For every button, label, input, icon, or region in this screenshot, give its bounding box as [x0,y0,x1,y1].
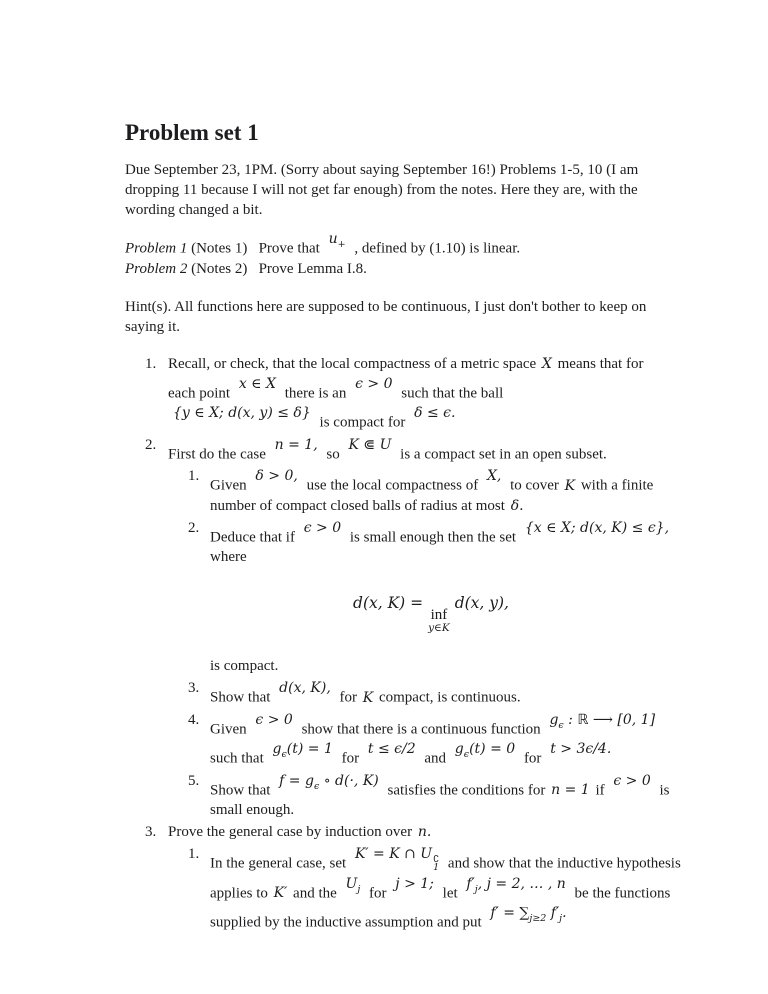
math-epsilon-gt-0: ϵ > 0 [303,519,342,536]
list-item-3-1 [188,844,682,933]
text-run: and [424,750,447,767]
text-run: means that for each point [168,355,644,402]
text-run: there is an [284,385,347,402]
hints-paragraph: Hint(s). All functions here are supposed to be continuous, I just don't bother to keep on saying it. [125,298,647,335]
text-run: compact, is continuous. [378,689,521,706]
text-run: such that the ball [401,385,504,402]
math-x-in-X: x ∈ X [238,375,276,392]
math-j-sub: j [474,883,478,895]
text-run: be the functions supplied by the inductive assumption and put [210,885,671,931]
math-K-prime-base: K′ = K ∩ U [354,846,433,863]
text-run: and the [293,885,337,902]
math-g-eps-eq-0 [455,739,515,765]
problem-2-tail-text: (Notes 2) Prove Lemma I.8. [191,260,367,277]
math-n-eq-1: n = 1 [551,782,590,799]
list-marker: 1. [145,355,157,372]
math-t-le-eps-half: t ≤ ϵ/2 [367,741,416,758]
math-epsilon-gt-0: ϵ > 0 [355,375,393,392]
math-K-prime-def [355,844,439,872]
math-U: U [345,875,358,892]
list-item-content [168,822,681,933]
math-epsilon-gt-0: ϵ > 0 [255,711,293,728]
math-sum-index: j≥2 [529,912,547,924]
list-item-2-1 [188,466,682,516]
math-period: . [562,905,567,922]
math-g-value: (t) = 1 [286,741,333,758]
math-g-sub: ϵ [281,748,287,760]
math-g: g [454,741,464,758]
text-run: for [369,885,387,902]
text-run: for [339,689,358,706]
math-g-sub: ϵ [558,719,564,731]
math-g-eps-eq-1 [273,739,333,765]
math-j-sub: j [357,883,361,895]
math-complement-sup: ∁ [433,854,440,866]
math-delta-le-epsilon: δ ≤ ϵ. [414,405,456,422]
text-run: First do the case [168,446,266,463]
math-g-sub: ϵ [463,748,470,760]
list-marker: 1. [188,846,200,863]
list-item-2-2 [188,518,682,677]
text-run: Show that [210,689,271,706]
inf-label: inf [430,607,448,624]
list-item-2-4 [188,710,682,769]
math-f-prime-j-list [466,874,565,900]
math-j-gt-1: j > 1; [395,875,434,892]
math-g: g [272,741,282,758]
text-run: is compact for [319,414,406,431]
math-u: u [328,231,338,247]
list-item-content [210,678,682,708]
text-run: to cover [510,477,559,494]
math-epsilon-gt-0: ϵ > 0 [613,772,651,789]
math-g-eps-function [549,710,655,736]
list-marker: 4. [188,711,200,728]
math-d-x-K: d(x, K), [279,680,331,697]
intro-paragraph: Due September 23, 1PM. (Sorry about saying September 16!) Problems 1-5, 10 (I am dropping 11 because I will not get far enough) from the notes. Here they are, with the wording changed a bit. [125,162,639,218]
math-j-sub: j [559,912,563,924]
text-run: satisfies the conditions for [387,782,546,799]
problem-1-pre-text: (Notes 1) Prove that [191,240,320,257]
list-item-3 [145,822,681,933]
math-g: g [549,711,559,728]
text-run: Show that [210,782,271,799]
text-run: Given [210,721,247,738]
list-marker: 1. [188,468,200,485]
list-item-content [168,354,652,433]
text-run: is small enough then the set [349,529,517,546]
page-title: Problem set 1 [125,120,259,145]
list-item-content [210,771,682,821]
math-ball-set: {y ∈ X; d(x, y) ≤ δ} [173,405,311,422]
text-run: for [523,750,542,767]
is-compact-text: is compact. [210,658,279,675]
inf-under-script: y∈K [428,622,450,635]
math-X-comma: X, [486,468,502,485]
list-item-content [210,710,682,769]
problem-1-line [125,229,652,259]
list-marker: 2. [188,519,200,536]
list-marker: 3. [188,680,200,697]
math-f-prime-sum [490,903,566,929]
math-t-gt-3eps4: t > 3ϵ/4. [550,741,612,758]
display-equation-dist [210,593,652,634]
text-run: Deduce that if [210,529,295,546]
math-f-prime: f′ [550,905,560,922]
text-run: is small enough. [210,782,670,819]
list-item-content [210,466,682,516]
math-X: X [541,355,552,372]
sub-list-3 [188,844,682,933]
math-one-sub: 1 [433,862,440,874]
equation-right: d(x, y), [454,594,509,613]
math-delta: δ. [510,497,524,514]
math-f-eq-g: f = g [279,772,314,789]
math-g-sub: ϵ [313,780,320,792]
math-K: K [362,689,374,706]
list-item-content [168,435,670,821]
problem-1-tail-text: , defined by (1.10) is linear. [354,240,521,257]
math-u-subscript: + [337,238,346,250]
list-item-2-5 [188,771,682,821]
equation-left: d(x, K) = [353,594,424,613]
main-list [145,354,681,933]
text-run: so [326,446,340,463]
inf-operator [428,607,450,634]
list-marker: 5. [188,772,200,789]
text-run: if [595,782,605,799]
problem-2-line [125,259,652,279]
text-run: Prove the general case by induction over [168,824,413,841]
math-U-j [346,874,361,900]
text-run: for [341,750,360,767]
math-j-range: , j = 2, … , n [477,875,566,892]
text-run: let [442,885,458,902]
math-K: K [564,477,576,494]
math-n-eq-1: n = 1, [274,436,318,453]
math-K-prime: K′ [273,885,288,902]
math-delta-gt-0: δ > 0, [255,468,298,485]
text-run: where [210,549,247,566]
list-item-2 [145,435,670,821]
text-run: In the general case, set [210,855,347,872]
text-run: with a finite number of compact closed balls of radius at most [210,477,654,514]
math-f-composition [279,771,379,797]
math-g-map: : ℝ ⟶ [0, 1] [563,711,656,728]
text-run: is a compact set in an open subset. [400,446,607,463]
list-item-content [210,518,682,677]
math-f-prime: f′ [466,875,475,892]
list-marker: 3. [145,824,157,841]
text-run: use the local compactness of [306,477,479,494]
math-g-value: (t) = 0 [469,741,516,758]
sub-list-2 [188,466,682,820]
list-item-1 [145,354,652,433]
document-content [125,119,681,933]
math-U1-supsub [433,856,439,872]
problem-1-label: Problem 1 [125,240,188,257]
math-set-d-x-K: {x ∈ X; d(x, K) ≤ ϵ}, [524,519,670,536]
math-sum-head: f′ = ∑ [490,905,530,922]
math-u-plus [329,229,346,255]
text-run: and show that the inductive hypothesis applies to [210,855,681,902]
list-item-content [210,844,682,933]
math-K-subset-U: K ⋐ U [348,436,392,453]
text-run: such that [210,750,264,767]
math-compose-d: ∘ d(·, K) [319,772,379,789]
list-marker: 2. [145,436,157,453]
list-item-2-3 [188,678,682,708]
text-run: Recall, or check, that the local compactness of a metric space [168,355,537,372]
text-run: show that there is a continuous function [301,721,541,738]
math-n: n. [417,824,432,841]
problem-2-label: Problem 2 [125,260,188,277]
text-run: Given [210,477,247,494]
